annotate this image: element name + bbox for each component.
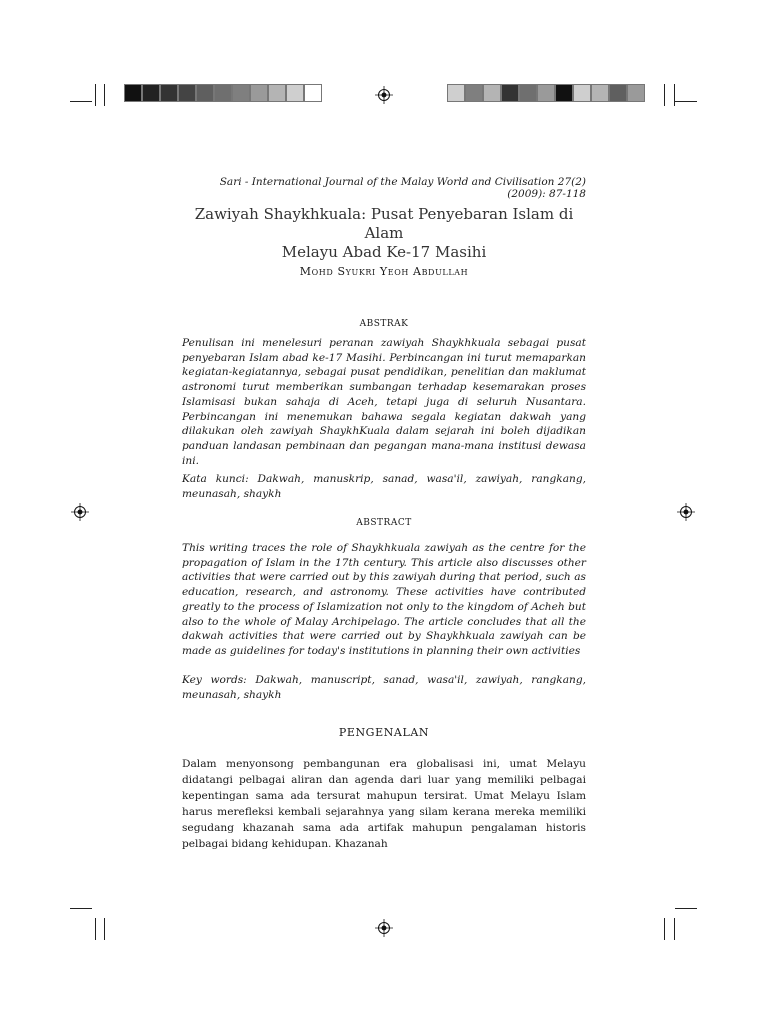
color-swatch bbox=[178, 84, 196, 102]
color-swatch bbox=[555, 84, 573, 102]
color-swatch bbox=[447, 84, 465, 102]
registration-mark-icon bbox=[71, 503, 89, 521]
color-swatch bbox=[286, 84, 304, 102]
title-line-2: Melayu Abad Ke-17 Masihi bbox=[281, 243, 487, 261]
section-heading: PENGENALAN bbox=[338, 726, 430, 739]
color-swatch bbox=[142, 84, 160, 102]
abstract-keywords: Key words: Dakwah, manuscript, sanad, wasa'il, zawiyah, rangkang, meunasah, shaykh bbox=[182, 674, 586, 701]
color-swatch bbox=[124, 84, 142, 102]
abstract-text: This writing traces the role of Shaykhkuala zawiyah as the centre for the propagation of Islam in the 17th century. This article also discusses other activities that were carried out by this zawiyah during that period, such as education, research, and astronomy. These activities have contributed greatly to the process of Islamization not only to the kingdom of Acheh but also to the whole of Malay Archipelago. The article concludes that all the dakwah activities that were carried out by Shaykhkuala zawiyah can be made as guidelines for today's institutions in planning their own activities bbox=[182, 542, 586, 657]
color-swatch bbox=[627, 84, 645, 102]
color-swatch bbox=[268, 84, 286, 102]
color-swatch bbox=[573, 84, 591, 102]
registration-mark-icon bbox=[375, 86, 393, 104]
color-swatch bbox=[501, 84, 519, 102]
color-swatch bbox=[465, 84, 483, 102]
abstract-heading: ABSTRACT bbox=[356, 518, 412, 528]
registration-mark-icon bbox=[375, 919, 393, 937]
color-swatch bbox=[591, 84, 609, 102]
color-swatch bbox=[483, 84, 501, 102]
color-swatch bbox=[519, 84, 537, 102]
color-swatch bbox=[609, 84, 627, 102]
title-line-1: Zawiyah Shaykhkuala: Pusat Penyebaran Islam di Alam bbox=[194, 205, 574, 242]
color-bar-left bbox=[124, 84, 322, 102]
color-swatch bbox=[232, 84, 250, 102]
color-swatch bbox=[537, 84, 555, 102]
registration-mark-icon bbox=[677, 503, 695, 521]
article-title bbox=[182, 205, 586, 262]
color-swatch bbox=[196, 84, 214, 102]
color-swatch bbox=[304, 84, 322, 102]
author-name: Mohd Syukri Yeoh Abdullah bbox=[299, 265, 469, 278]
abstrak-heading: ABSTRAK bbox=[359, 319, 409, 329]
color-swatch bbox=[250, 84, 268, 102]
abstrak-keywords: Kata kunci: Dakwah, manuskrip, sanad, wasa'il, zawiyah, rangkang, meunasah, shaykh bbox=[182, 473, 586, 500]
abstrak-text: Penulisan ini menelesuri peranan zawiyah Shaykhkuala sebagai pusat penyebaran Islam abad ke-17 Masihi. Perbincangan ini turut memaparkan kegiatan-kegiatannya, sebagai pusat pendidikan, penelitian dan maklumat astronomi turut memberikan sumbangan terhadap kesemarakan proses Islamisasi bukan sahaja di Aceh, tetapi juga di seluruh Nusantara. Perbincangan ini menemukan bahawa segala kegiatan dakwah yang dilakukan oleh zawiyah ShaykhKuala dalam sejarah ini boleh dijadikan panduan landasan pembinaan dan pegangan mana-mana institusi dewasa ini. bbox=[182, 337, 586, 467]
color-swatch bbox=[214, 84, 232, 102]
color-swatch bbox=[160, 84, 178, 102]
body-paragraph: Dalam menyonsong pembangunan era globalisasi ini, umat Melayu didatangi pelbagai aliran dan agenda dari luar yang memiliki pelbagai kepentingan sama ada tersurat mahupun tersirat. Umat Melayu Islam harus merefleksi kembali sejarahnya yang silam kerana mereka memiliki segudang khazanah sama ada artifak mahupun pengalaman historis pelbagai bidang kehidupan. Khazanah bbox=[182, 758, 586, 850]
journal-citation: Sari - International Journal of the Malay World and Civilisation 27(2) (2009): 87-118 bbox=[219, 176, 586, 200]
color-bar-right bbox=[447, 84, 645, 102]
